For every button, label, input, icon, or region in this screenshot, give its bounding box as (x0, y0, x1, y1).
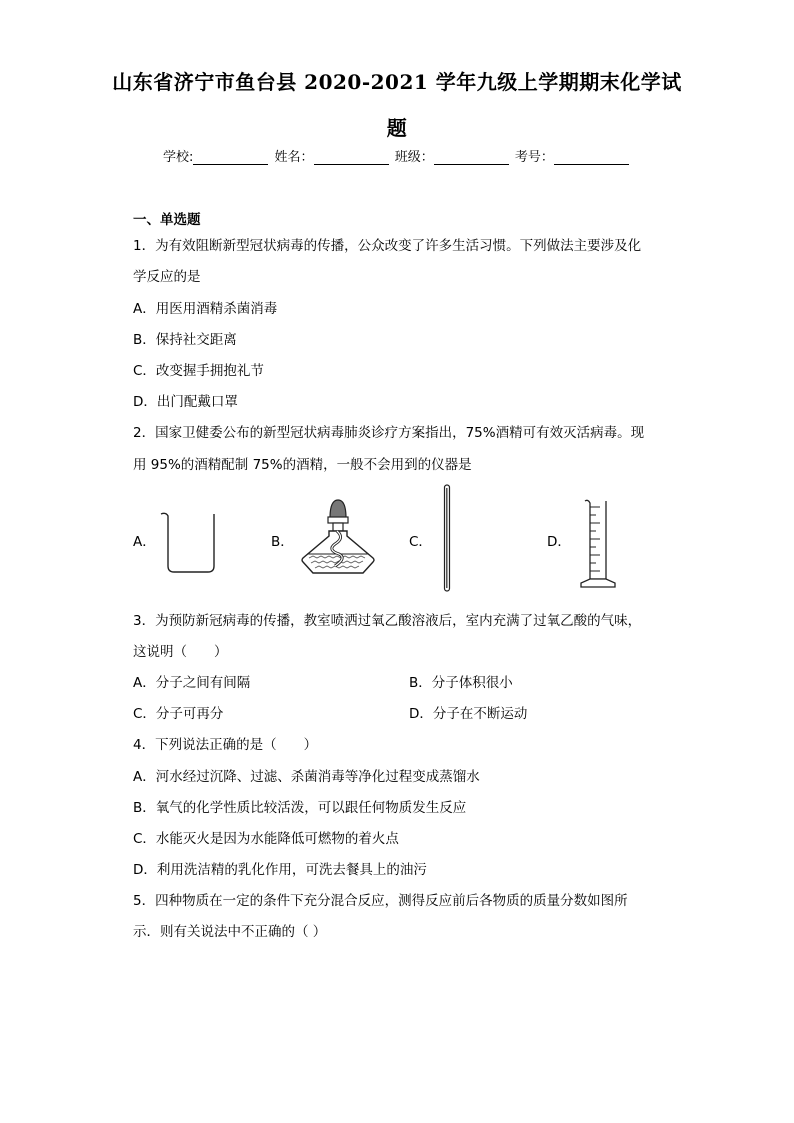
q4-option-b: B．氧气的化学性质比较活泼，可以跟任何物质发生反应 (133, 800, 467, 816)
class-label: 班级： (394, 150, 434, 165)
q4-option-a: A．河水经过沉降、过滤、杀菌消毒等净化过程变成蒸馏水 (133, 769, 480, 785)
q3-option-a: A．分子之间有间隔 (133, 675, 251, 691)
page-title-continued: 题 (386, 116, 408, 140)
q1-option-b: B．保持社交距离 (133, 332, 237, 348)
q3-option-c: C．分子可再分 (133, 706, 224, 722)
page-title: 山东省济宁市鱼台县 2020-2021 学年九级上学期期末化学试 (112, 70, 682, 94)
beaker-icon (158, 508, 222, 574)
exam-no-label: 考号： (514, 150, 554, 165)
q3-text-cont: 这说明（ ） (133, 644, 228, 660)
student-info-row (163, 146, 631, 165)
school-blank[interactable] (193, 150, 268, 165)
q1-option-a: A．用医用酒精杀菌消毒 (133, 301, 278, 317)
q1-option-c: C．改变握手拥抱礼节 (133, 363, 264, 379)
q1-text-cont: 学反应的是 (133, 269, 201, 285)
q2-label-b: B． (271, 534, 294, 550)
q4-text: 4．下列说法正确的是（ ） (133, 737, 318, 753)
q2-text: 2．国家卫健委公布的新型冠状病毒肺炎诊疗方案指出，75%酒精可有效灭活病毒。现 (133, 425, 645, 441)
q3-option-d: D．分子在不断运动 (409, 706, 528, 722)
q1-text: 1．为有效阻断新型冠状病毒的传播，公众改变了许多生活习惯。下列做法主要涉及化 (133, 238, 642, 254)
school-label: 学校: (163, 150, 194, 165)
q4-option-c: C．水能灭火是因为水能降低可燃物的着火点 (133, 831, 399, 847)
q1-option-d: D．出门配戴口罩 (133, 394, 238, 410)
glass-rod-icon (443, 484, 451, 592)
name-blank[interactable] (314, 150, 389, 165)
alcohol-lamp-icon (299, 496, 377, 578)
q5-text: 5．四种物质在一定的条件下充分混合反应，测得反应前后各物质的质量分数如图所 (133, 893, 628, 909)
name-label: 姓名： (274, 150, 314, 165)
q4-option-d: D．利用洗洁精的乳化作用，可洗去餐具上的油污 (133, 862, 427, 878)
q5-text-cont: 示．则有关说法中不正确的（ ） (133, 924, 327, 940)
q2-text-cont: 用 95%的酒精配制 75%的酒精，一般不会用到的仪器是 (133, 457, 472, 473)
exam-no-blank[interactable] (554, 150, 629, 165)
q3-option-b: B．分子体积很小 (409, 675, 513, 691)
section-heading: 一、单选题 (133, 212, 201, 228)
graduated-cylinder-icon (578, 497, 618, 589)
class-blank[interactable] (434, 150, 509, 165)
q2-label-a: A． (133, 534, 156, 550)
q2-label-c: C． (409, 534, 432, 550)
q3-text: 3．为预防新冠病毒的传播，教室喷洒过氧乙酸溶液后，室内充满了过氧乙酸的气味， (133, 613, 642, 629)
q2-label-d: D． (547, 534, 571, 550)
